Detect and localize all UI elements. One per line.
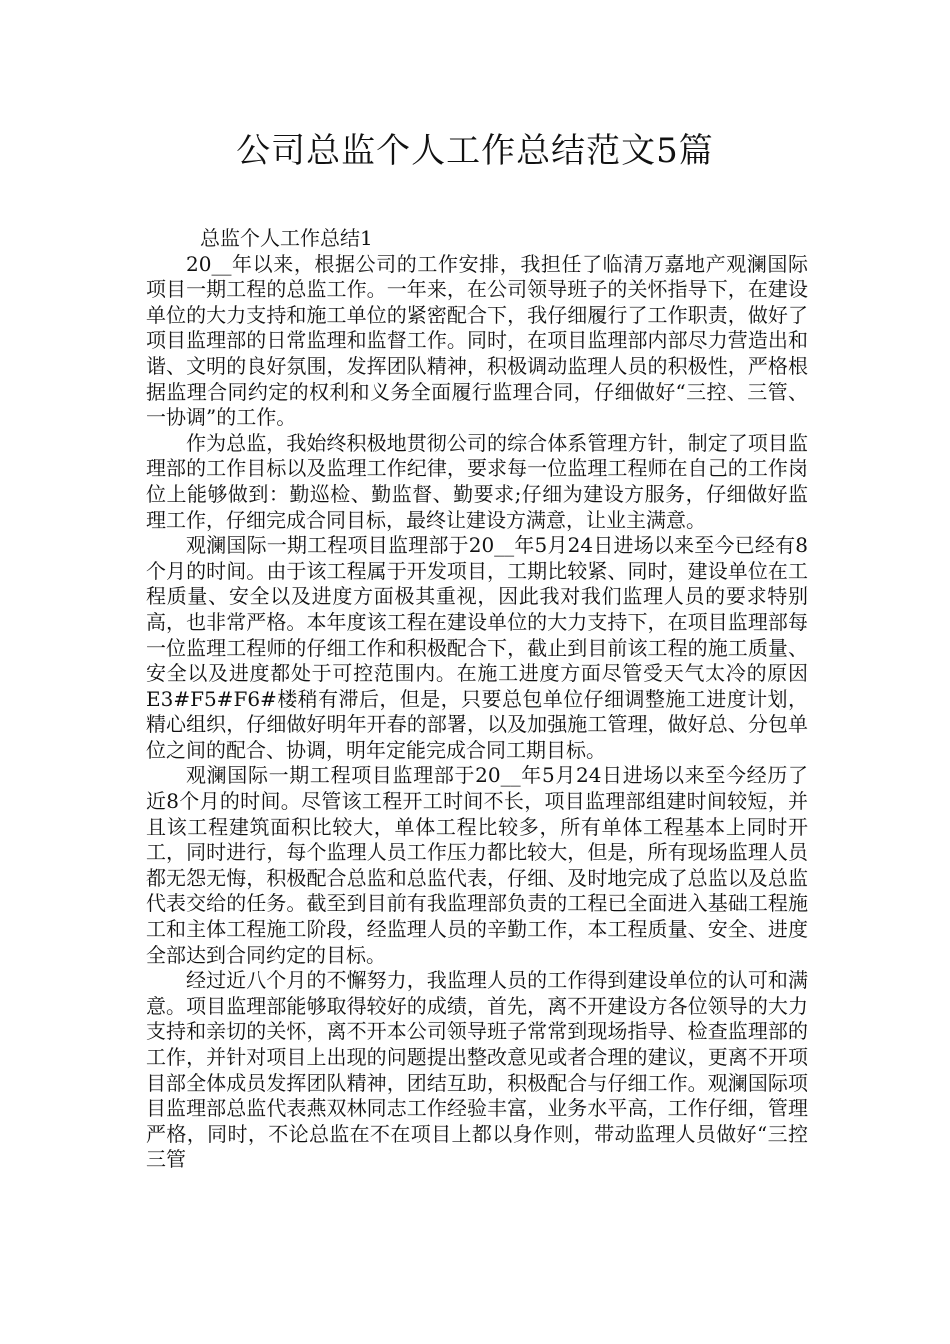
paragraph-3: 观澜国际一期工程项目监理部于20__年5月24日进场以来至今已经有8个月的时间。由于该工程属于开发项目，工期比较紧、同时，建设单位在工程质量、安全以及进度方面极其重视，因此我对我们监理人员的要求特别高，也非常严格。本年度该工程在建设单位的大力支持下，在项目监理部每一位监理工程师的仔细工作和积极配合下，截止到目前该工程的施工质量、安全以及进度都处于可控范围内。在施工进度方面尽管受天气太冷的原因E3#F5#F6#楼稍有滞后，但是，只要总包单位仔细调整施工进度计划，精心组织，仔细做好明年开春的部署，以及加强施工管理，做好总、分包单位之间的配合、协调，明年定能完成合同工期目标。 <box>146 533 808 762</box>
section-heading: 总监个人工作总结1 <box>200 226 373 250</box>
paragraph-1: 20__年以来，根据公司的工作安排，我担任了临清万嘉地产观澜国际项目一期工程的总监工作。一年来，在公司领导班子的关怀指导下，在建设单位的大力支持和施工单位的紧密配合下，我仔细履行了工作职责，做好了项目监理部的日常监理和监督工作。同时，在项目监理部内部尽力营造出和谐、文明的良好氛围，发挥团队精神，积极调动监理人员的积极性，严格根据监理合同约定的权利和义务全面履行监理合同，仔细做好“三控、三管、一协调”的工作。 <box>146 251 808 430</box>
paragraph-4: 观澜国际一期工程项目监理部于20__年5月24日进场以来至今经历了近8个月的时间。尽管该工程开工时间不长，项目监理部组建时间较短，并且该工程建筑面积比较大，单体工程比较多，所有单体工程基本上同时开工，同时进行，每个监理人员工作压力都比较大，但是，所有现场监理人员都无怨无悔，积极配合总监和总监代表，仔细、及时地完成了总监以及总监代表交给的任务。截至到目前有我监理部负责的工程已全面进入基础工程施工和主体工程施工阶段，经监理人员的辛勤工作，本工程质量、安全、进度全部达到合同约定的目标。 <box>146 763 808 967</box>
document-body <box>146 226 808 1173</box>
paragraph-2: 作为总监，我始终积极地贯彻公司的综合体系管理方针，制定了项目监理部的工作目标以及监理工作纪律，要求每一位监理工程师在自己的工作岗位上能够做到：勤巡检、勤监督、勤要求;仔细为建设方服务，仔细做好监理工作，仔细完成合同目标，最终让建设方满意，让业主满意。 <box>146 430 808 532</box>
document-title: 公司总监个人工作总结范文5篇 <box>236 131 714 171</box>
paragraph-5: 经过近八个月的不懈努力，我监理人员的工作得到建设单位的认可和满意。项目监理部能够取得较好的成绩，首先，离不开建设方各位领导的大力支持和亲切的关怀，离不开本公司领导班子常常到现场指导、检查监理部的工作，并针对项目上出现的问题提出整改意见或者合理的建议，更离不开项目部全体成员发挥团队精神，团结互助，积极配合与仔细工作。观澜国际项目监理部总监代表燕双林同志工作经验丰富，业务水平高，工作仔细，管理严格，同时，不论总监在不在项目上都以身作则，带动监理人员做好“三控三管 <box>146 968 808 1172</box>
